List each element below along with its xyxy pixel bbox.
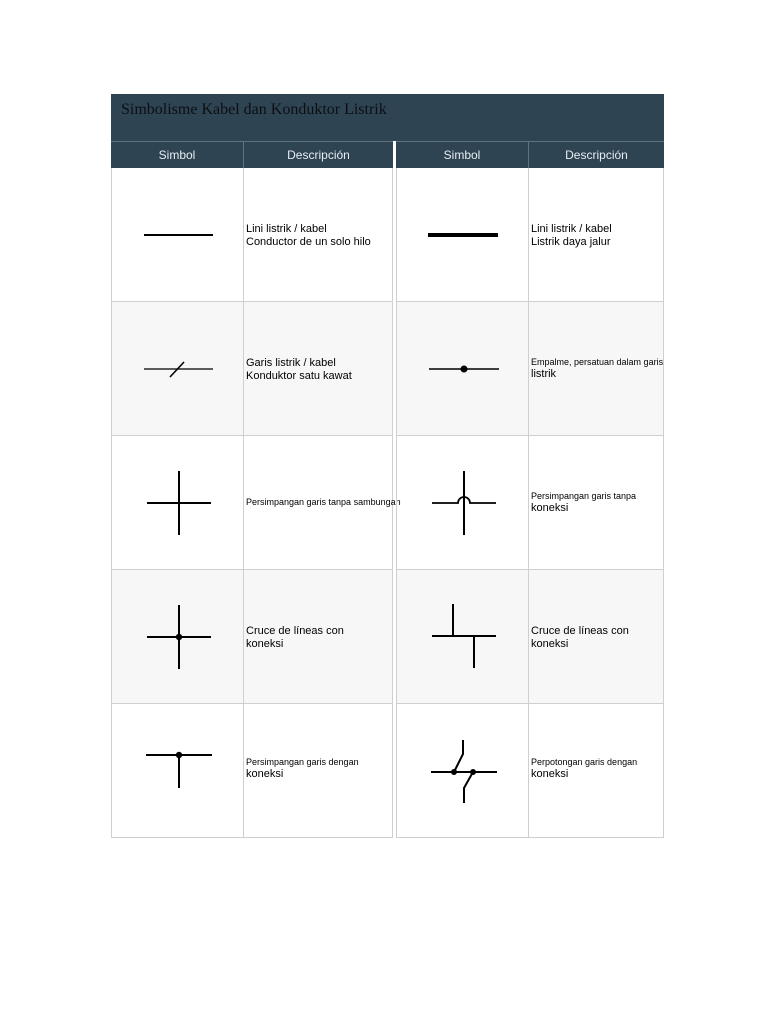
table-row	[396, 302, 664, 436]
symbol-cell	[396, 436, 529, 570]
symbol-cell	[396, 168, 529, 302]
description-cell	[244, 302, 393, 436]
symbol-cell	[111, 436, 244, 570]
cross-connected-icon	[112, 570, 245, 704]
description-cell	[529, 704, 664, 838]
table-row	[396, 436, 664, 570]
description-line: koneksi	[531, 638, 569, 650]
description-cell	[529, 436, 664, 570]
symbol-cell	[111, 704, 244, 838]
dot-line-icon	[397, 302, 530, 436]
tee-connected-icon	[112, 704, 245, 838]
symbol-cell	[396, 302, 529, 436]
symbol-cell	[111, 570, 244, 704]
symbol-cell	[111, 168, 244, 302]
description-line: koneksi	[246, 638, 284, 650]
description-cell	[529, 302, 664, 436]
table-header-left	[111, 141, 393, 168]
description-cell	[244, 168, 393, 302]
description-line: Conductor de un solo hilo	[246, 236, 371, 248]
description-cell	[529, 570, 664, 704]
description-line: listrik	[531, 368, 557, 380]
description-line: Empalme, persatuan dalam garis	[531, 357, 664, 367]
table-row	[111, 570, 393, 704]
table-row	[111, 436, 401, 570]
description-line: koneksi	[531, 768, 569, 780]
description-cell	[244, 570, 393, 704]
description-cell	[244, 436, 401, 570]
description-line: koneksi	[246, 768, 284, 780]
description-line: Cruce de líneas con	[531, 625, 629, 637]
symbol-cell	[396, 570, 529, 704]
cross-no-connection-icon	[112, 436, 245, 570]
description-line: Konduktor satu kawat	[246, 370, 352, 382]
title-bar	[111, 94, 664, 141]
table-row	[111, 302, 393, 436]
description-line: Garis listrik / kabel	[246, 357, 336, 369]
description-line: koneksi	[531, 502, 569, 514]
description-line: Lini listrik / kabel	[531, 223, 612, 235]
thick-line-icon	[397, 168, 530, 302]
description-line: Persimpangan garis dengan	[246, 757, 359, 767]
description-line: Perpotongan garis dengan	[531, 757, 638, 767]
symbol-cell	[111, 302, 244, 436]
description-line: Listrik daya jalur	[531, 236, 611, 248]
header-symbol-right: Simbol	[396, 141, 528, 168]
table-header-right	[396, 141, 664, 168]
description-line: Cruce de líneas con	[246, 625, 344, 637]
slash-line-icon	[112, 302, 245, 436]
description-line: Persimpangan garis tanpa sambungan	[246, 497, 401, 507]
description-line: Persimpangan garis tanpa	[531, 491, 637, 501]
table-row	[111, 168, 393, 302]
header-description-left: Descripción	[243, 141, 393, 168]
description-cell	[244, 704, 393, 838]
table-row	[396, 168, 664, 302]
cross-hop-icon	[397, 436, 530, 570]
description-cell	[529, 168, 664, 302]
table-row	[396, 704, 664, 838]
header-symbol-left: Simbol	[111, 141, 243, 168]
symbol-table	[111, 94, 664, 837]
offset-tee-icon	[397, 570, 530, 704]
symbol-cell	[396, 704, 529, 838]
header-description-right: Descripción	[528, 141, 664, 168]
page-title: Simbolisme Kabel dan Konduktor Listrik	[121, 101, 387, 118]
double-junction-icon	[397, 704, 530, 838]
table-row	[396, 570, 664, 704]
single-line-icon	[112, 168, 245, 302]
description-line: Lini listrik / kabel	[246, 223, 327, 235]
table-row	[111, 704, 393, 838]
